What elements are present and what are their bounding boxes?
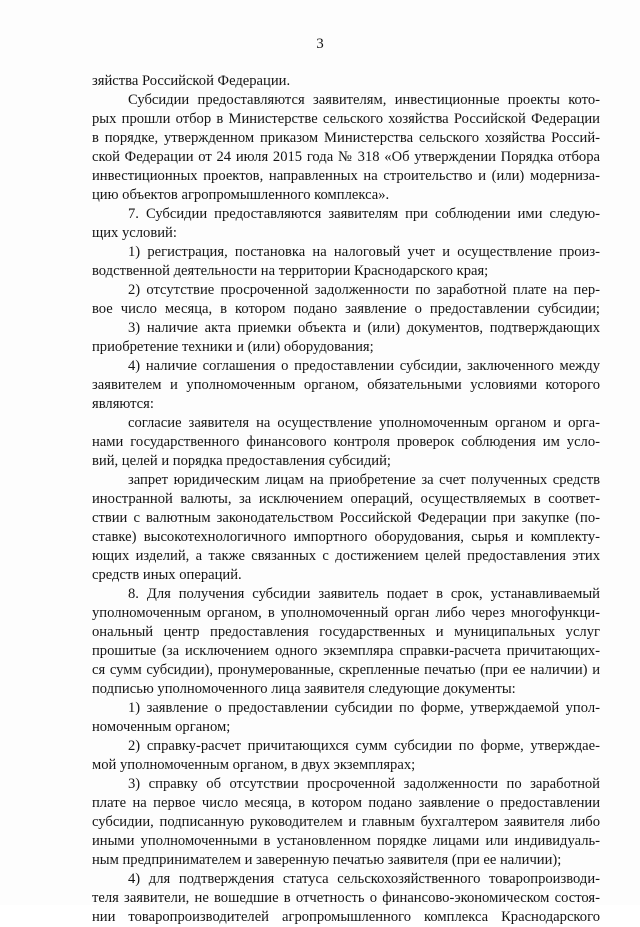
document-body [92, 72, 600, 927]
paragraph-first-line: 4) для подтверждения статуса сельскохозяйственного товаропроизводи- [128, 871, 600, 887]
text-line: зяйства Российской Федерации. [92, 73, 291, 89]
text-line: цию объектов агропромышленного комплекса». [92, 187, 390, 203]
text-line: нии товаропроизводителей агропромышленного комплекса Краснодарского [92, 909, 600, 925]
text-line: номоченным органом; [92, 719, 231, 735]
text-line: ской Федерации от 24 июля 2015 года № 318 «Об утверждении Порядка отбора [92, 149, 600, 165]
text-line: ствии с валютным законодательством Российской Федерации при закупке (по- [92, 510, 600, 526]
text-line: ющих изделий, а также связанных с достижением целей предоставления этих [92, 548, 600, 564]
text-line: иными уполномоченными в установленном порядке лицами или индивидуаль- [92, 833, 600, 849]
text-line: ся сумм субсидии), пронумерованные, скрепленные печатью (при ее наличии) и [92, 662, 600, 678]
paragraph-first-line: согласие заявителя на осуществление уполномоченным органом и орга- [128, 415, 600, 431]
text-line: ставке) высокотехнологичного импортного оборудования, сырья и комплекту- [92, 529, 600, 545]
text-line: инвестиционных проектов, направленных на строительство и (или) модерниза- [92, 168, 600, 184]
text-line: мой уполномоченным органом, в двух экземплярах; [92, 757, 416, 773]
paragraph-first-line: 1) заявление о предоставлении субсидии по форме, утверждаемой упол- [128, 700, 600, 716]
paragraph-first-line: 2) справку-расчет причитающихся сумм субсидии по форме, утверждае- [128, 738, 600, 754]
paragraph-first-line: 8. Для получения субсидии заявитель подает в срок, устанавливаемый [128, 586, 600, 602]
text-line: в порядке, утвержденном приказом Министерства сельского хозяйства Россий- [92, 130, 600, 146]
paragraph-first-line: 2) отсутствие просроченной задолженности по заработной плате на пер- [128, 282, 600, 298]
paragraph-first-line: 3) наличие акта приемки объекта и (или) документов, подтверждающих [128, 320, 600, 336]
text-line: теля заявители, не вошедшие в отчетность о финансово-экономическом состоя- [92, 890, 600, 906]
paragraph-first-line: Субсидии предоставляются заявителям, инвестиционные проекты кото- [128, 92, 600, 108]
text-line: являются: [92, 396, 154, 412]
text-line: субсидии, подписанную руководителем и главным бухгалтером заявителя либо [92, 814, 600, 830]
text-line: приобретение техники и (или) оборудования; [92, 339, 374, 355]
text-line: водственной деятельности на территории Краснодарского края; [92, 263, 489, 279]
text-line: щих условий: [92, 225, 177, 241]
text-line: плате на первое число месяца, в котором подано заявление о предоставлении [92, 795, 600, 811]
text-line: ональный центр предоставления государственных и муниципальных услуг [92, 624, 600, 640]
text-line: прошитые (за исключением одного экземпляра справки-расчета причитающих- [92, 643, 600, 659]
text-line: заявителем и уполномоченным органом, обязательными условиями которого [92, 377, 600, 393]
page-number: 3 [316, 36, 324, 52]
paragraph-first-line: 3) справку об отсутствии просроченной задолженности по заработной [128, 776, 600, 792]
paragraph-first-line: запрет юридическим лицам на приобретение за счет полученных средств [128, 472, 600, 488]
text-line: вий, целей и порядка предоставления субсидий; [92, 453, 391, 469]
text-line: рых прошли отбор в Министерстве сельского хозяйства Российской Федерации [92, 111, 600, 127]
text-line: уполномоченным органом, в уполномоченный орган либо через многофункци- [92, 605, 600, 621]
paragraph-first-line: 1) регистрация, постановка на налоговый учет и осуществление произ- [128, 244, 600, 260]
text-line: нами государственного финансового контроля проверок соблюдения им усло- [92, 434, 600, 450]
paragraph-first-line: 7. Субсидии предоставляются заявителям при соблюдении ими следую- [128, 206, 600, 222]
text-line: средств иных операций. [92, 567, 242, 583]
paragraph-first-line: 4) наличие соглашения о предоставлении субсидии, заключенного между [128, 358, 600, 374]
text-line: подписью уполномоченного лица заявителя следующие документы: [92, 681, 516, 697]
text-line: ным предпринимателем и заверенную печатью заявителя (при ее наличии); [92, 852, 562, 868]
text-line: иностранной валюты, за исключением операций, осуществляемых в соответ- [92, 491, 600, 507]
text-line: вое число месяца, в котором подано заявление о предоставлении субсидии; [92, 301, 600, 317]
